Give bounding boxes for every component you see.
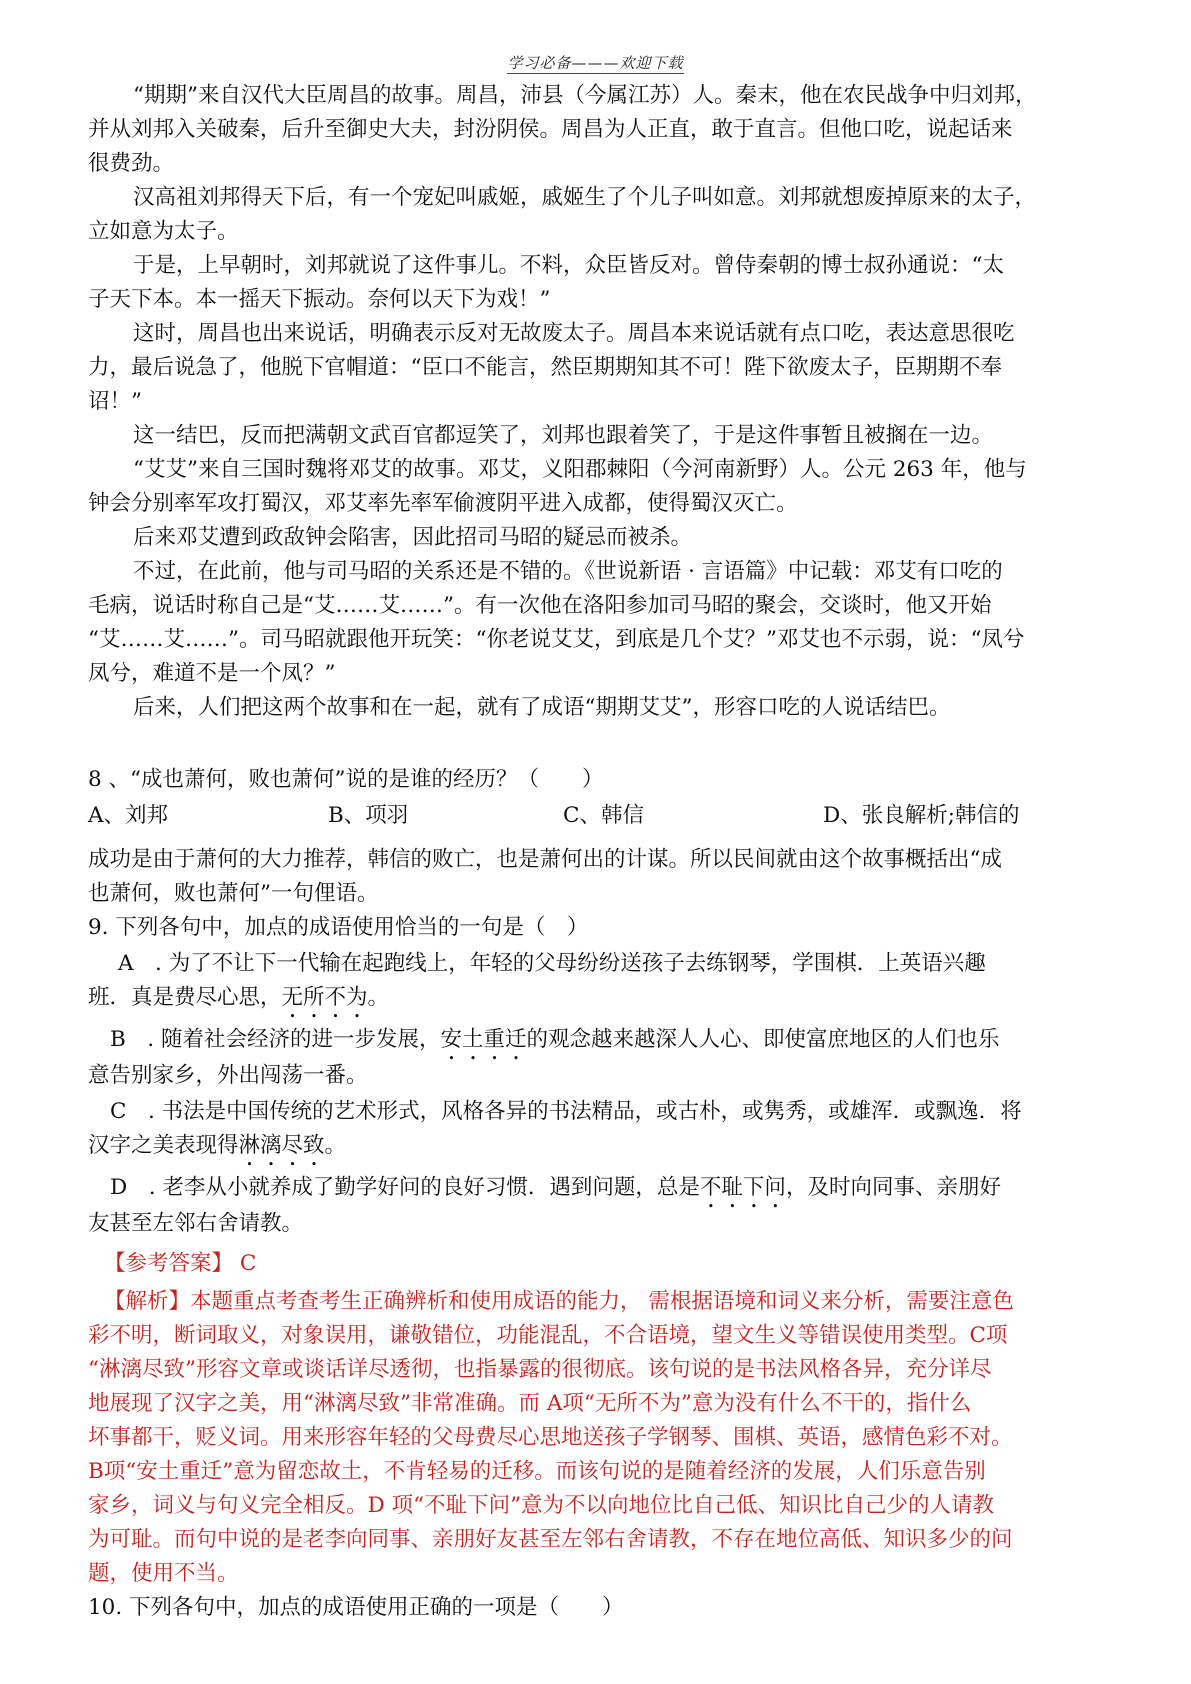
q9-analysis: 为可耻。而句中说的是老李向同事、亲朋好友甚至左邻右舍请教，不存在地位高低、知识多少的问 [88,1527,1013,1552]
dotted-idiom: 无所不为 [281,985,368,1010]
story-line: 这一结巴，反而把满朝文武百官都逗笑了，刘邦也跟着笑了，于是这件事暂且被搁在一边。 [133,423,994,448]
q9-analysis: B项“安土重迁”意为留恋故土，不肯轻易的迁移。而该句说的是随着经济的发展，人们乐意告别 [88,1459,986,1484]
q9-option-c: 汉字之美表现得淋漓尽致。 [88,1133,347,1158]
story-line: 汉高祖刘邦得天下后，有一个宠妃叫戚姬，戚姬生了个儿子叫如意。刘邦就想废掉原来的太子， [133,185,1037,210]
dotted-idiom: 不耻下问 [699,1175,786,1200]
q9-option-b: B . 随着社会经济的进一步发展，安土重迁的观念越来越深人人心、即使富庶地区的人们也乐 [110,1027,1000,1052]
q8-option-d: D、张良解析;韩信的 [823,803,1020,828]
q9-option-c: C . 书法是中国传统的艺术形式，风格各异的书法精品，或古朴，或隽秀，或雄浑．或飘逸．将 [110,1099,1022,1124]
story-line: 后来邓艾遭到政敌钟会陷害，因此招司马昭的疑忌而被杀。 [133,525,693,550]
story-line: “期期”来自汉代大臣周昌的故事。周昌，沛县（今属江苏）人。秦末，他在农民战争中归刘邦， [133,83,1037,108]
q8-stem: 8 、“成也萧何，败也萧何”说的是谁的经历？（ ） [88,767,604,792]
q9-analysis: 地展现了汉字之美，用“淋漓尽致”非常准确。而 A项“无所不为”意为没有什么不干的，指什么 [88,1391,972,1416]
story-line: 立如意为太子。 [88,219,239,244]
story-line: 于是，上早朝时，刘邦就说了这件事儿。不料，众臣皆反对。曾侍秦朝的博士叔孙通说：“太 [133,253,1004,278]
story-line: “艾艾”来自三国时魏将邓艾的故事。邓艾，义阳郡棘阳（今河南新野）人。公元 263 年，他与 [133,457,1027,482]
story-line: 这时，周昌也出来说话，明确表示反对无故废太子。周昌本来说话就有点口吃，表达意思很吃 [133,321,1015,346]
story-line: 钟会分别率军攻打蜀汉，邓艾率先率军偷渡阴平进入成都，使得蜀汉灭亡。 [88,491,798,516]
story-line: 不过，在此前，他与司马昭的关系还是不错的。《世说新语 · 言语篇》中记载：邓艾有口吃的 [133,559,1003,584]
q9-answer: 【参考答案】 C [104,1251,257,1276]
page-header [0,52,1191,73]
q8-explanation: 也萧何，败也萧何”一句俚语。 [88,881,379,906]
q9-analysis: “淋漓尽致”形容文章或谈话详尽透彻，也指暴露的很彻底。该句说的是书法风格各异，充分详尽 [88,1357,992,1382]
story-line: 毛病，说话时称自己是“艾……艾……”。有一次他在洛阳参加司马昭的聚会，交谈时，他又开始 [88,593,992,618]
story-line: “艾……艾……”。司马昭就跟他开玩笑：“你老说艾艾，到底是几个艾？”邓艾也不示弱，说：“凤兮 [88,627,1025,652]
q9-analysis: 【解析】本题重点考查考生正确辨析和使用成语的能力， 需根据语境和词义来分析，需要注意色 [104,1289,1014,1314]
q8-option-a: A、刘邦 [88,803,169,828]
story-line: 很费劲。 [88,151,175,176]
story-line: 子天下本。本一摇天下振动。奈何以天下为戏！” [88,287,551,312]
story-line: 力，最后说急了，他脱下官帽道：“臣口不能言，然臣期期知其不可！陛下欲废太子，臣期期不奉 [88,355,1002,380]
q9-option-b: 意告别家乡，外出闯荡一番。 [88,1063,368,1088]
q9-stem: 9. 下列各句中，加点的成语使用恰当的一句是（ ） [88,915,589,940]
q8-explanation: 成功是由于萧何的大力推荐，韩信的败亡，也是萧何出的计谋。所以民间就由这个故事概括出“成 [88,847,1002,872]
q9-analysis: 家乡，词义与句义完全相反。D 项“不耻下问”意为不以向地位比自己低、知识比自己少的人请教 [88,1493,995,1518]
story-line: 后来，人们把这两个故事和在一起，就有了成语“期期艾艾”，形容口吃的人说话结巴。 [133,695,951,720]
q10-stem: 10. 下列各句中，加点的成语使用正确的一项是（ ） [88,1595,624,1620]
q8-option-c: C、韩信 [563,803,644,828]
q9-option-a: 班．真是费尽心思，无所不为。 [88,985,390,1010]
q8-option-b: B、项羽 [328,803,409,828]
header-text: 学习必备———欢迎下载 [507,54,684,72]
q9-analysis: 坏事都干，贬义词。用来形容年轻的父母费尽心思地送孩子学钢琴、围棋、英语，感情色彩不对。 [88,1425,1013,1450]
dotted-idiom: 安土重迁 [440,1027,527,1052]
story-line: 并从刘邦入关破秦，后升至御史大夫，封汾阴侯。周昌为人正直，敢于直言。但他口吃，说起话来 [88,117,1013,142]
q9-option-d: 友甚至左邻右舍请教。 [88,1211,304,1236]
q9-analysis: 题，使用不当。 [88,1561,239,1586]
q9-option-a: A . 为了不让下一代输在起跑线上，年轻的父母纷纷送孩子去练钢琴，学围棋．上英语兴趣 [118,951,986,976]
story-line: 凤兮，难道不是一个凤？” [88,661,336,686]
q9-analysis: 彩不明，断词取义，对象误用，谦敬错位，功能混乱，不合语境，望文生义等错误使用类型。C项 [88,1323,1008,1348]
q9-option-d: D . 老李从小就养成了勤学好问的良好习惯．遇到问题，总是不耻下问，及时向同事、亲朋好 [110,1175,1001,1200]
story-line: 诏！” [88,389,142,414]
dotted-idiom: 淋漓尽致 [238,1133,325,1158]
